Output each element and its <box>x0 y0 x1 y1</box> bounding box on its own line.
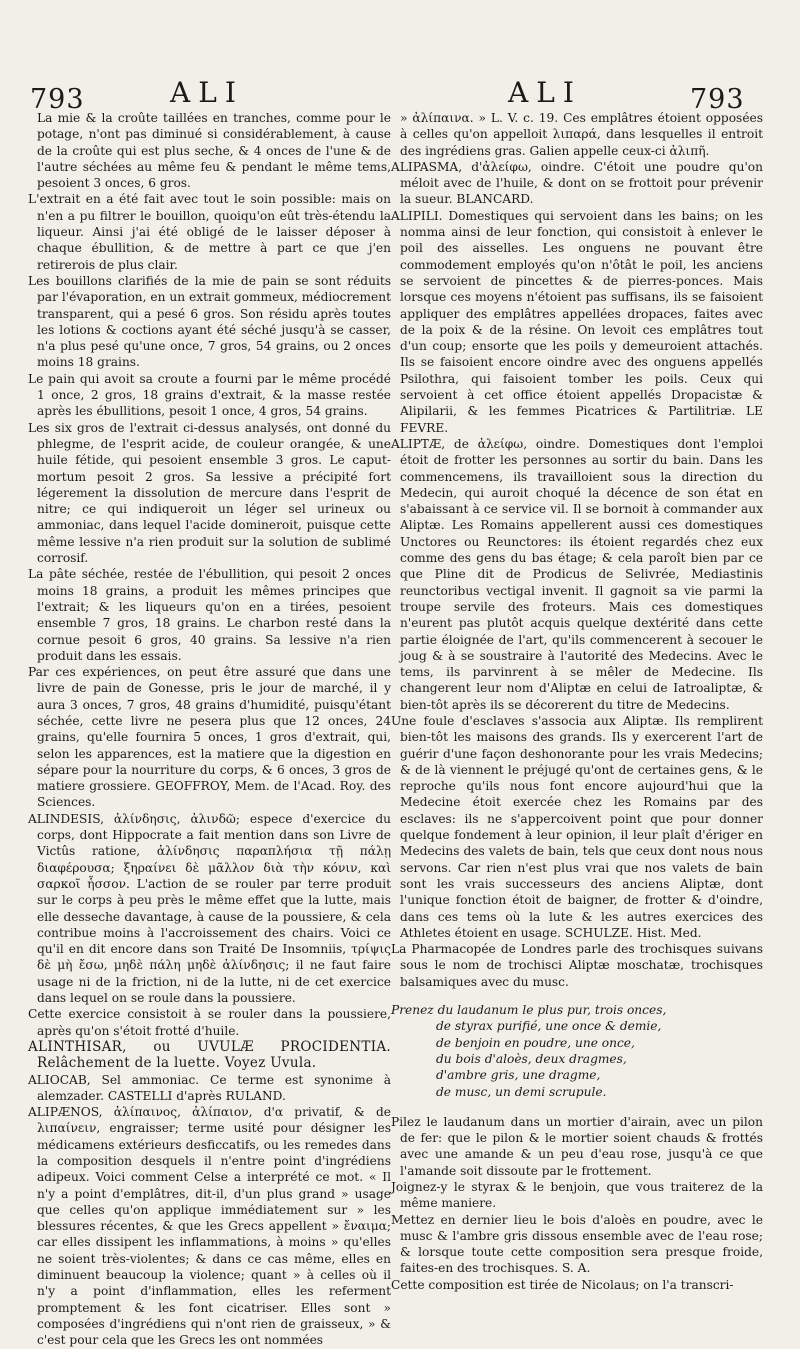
entry-alipili: ALIPILI. Domestiques qui servoient dans les bains; on les nomma ainsi de leur fonction, qui consistoit à enlever le poil des aisselles. Les onguens ne pouvant être commodement employés qu'on n'ôtât le poil, les anciens se servoient de pincettes & de pierres-ponces. Mais lorsque ces moyens n'étoient pas suffisans, ils se faisoient appliquer des emplâtres appellées dropaces, faites avec de la poix & de la résine. On levoit ces emplâtres tout d'un coup; ensorte que les poils y demeuroient attachés. Ils se faisoient encore oindre avec des onguens appellés Psilothra, qui faisoient tomber les poils. Ceux qui servoient à cet office étoient appellés Dropacistæ & Alipilarii, & les femmes Picatrices & Partilitriæ. LE FEVRE. <box>391 208 763 435</box>
entry-alindesis: ALINDESIS, ἀλίνδησις, ἀλινδῶ; espece d'exercice du corps, dont Hippocrate a fait mention dans son Livre de Victûs ratione, ἀλίνδησις παραπλήσια τῇ πάλῃ διαφέρουσα; ξηραίνει δὲ μᾶλλον διὰ τὴν κόνιν, καὶ σαρκοῖ ἧσσον. L'action de se rouler par terre produit sur le corps à peu près le même effet que la lutte, mais elle desseche davantage, à cause de la poussiere, & cela contribue moins à l'accroissement des chairs. Voici ce qu'il en dit encore dans son Traité De Insomniis, τρίψις δὲ μὴ ἔσω, μηδὲ πάλη μηδὲ ἀλίνδησις; il ne faut faire usage ni de la friction, ni de la lutte, ni de cet exercice dans lequel on se roule dans la poussiere. <box>28 811 391 1006</box>
entry-aliptae: ALIPTÆ, de ἀλείφω, oindre. Domestiques dont l'emploi étoit de frotter les personnes au sortir du bain. Dans les commencemens, ils travailloient sous la direction du Medecin, qui auroit choqué la décence de son état en s'abaissant à ce service vil. Il se bornoit à commander aux Aliptæ. Les Romains appellerent aussi ces domestiques Unctores ou Reunctores: ils étoient regardés chez eux comme des gens du bas étage; & cela paroît bien par ce que Pline dit de Prodicus de Selivrée, Mediastinis reunctoribus vectigal invenit. Il gagnoit sa vie parmi la troupe servile des froteurs. Mais ces domestiques n'eurent pas plutôt acquis quelque dextérité dans cette partie éloignée de l'art, qu'ils commencerent à secouer le joug & à se soustraire à l'autorité des Medecins. Avec le tems, ils parvinrent à se mêler de Medecine. Ils changerent leur nom d'Aliptæ en celui de Iatroaliptæ, & bien-tôt après ils se décorerent du titre de Medecins. <box>391 436 763 712</box>
page-number-right: 793 <box>690 84 745 115</box>
paragraph: Une foule d'esclaves s'associa aux Aliptæ. Ils remplirent bien-tôt les maisons des grands. Ils y exercerent l'art de guérir d'une façon deshonorante pour les vrais Medecins; & de là viennent le préjugé qu'ont de certaines gens, & le reproche qu'ils nous font encore aujourd'hui que la Medecine étoit exercée chez les Romains par des esclaves: ils ne s'appercoivent point que pour donner quelque fondement à leur opinion, il leur plaît d'ériger en Medecins des valets de bain, tels que ceux dont nous nous servons. Car rien n'est plus vrai que nos valets de bain sont les vrais successeurs des anciens Aliptæ, dont l'unique fonction étoit de baigner, de frotter & d'oindre, dans ces tems où la lute & les autres exercices des Athletes étoient en usage. SCHULZE. Hist. Med. <box>391 713 763 940</box>
recipe-line: de musc, un demi scrupule. <box>436 1084 607 1099</box>
page-number-left: 793 <box>30 84 85 115</box>
paragraph: Mettez en dernier lieu le bois d'aloès en poudre, avec le musc & l'ambre gris dissous ensemble avec de l'eau rose; & lorsque toute cette composition sera presque froide, faites-en des trochisques. S. A. <box>391 1212 763 1276</box>
paragraph: La Pharmacopée de Londres parle des trochisques suivans sous le nom de trochisci Aliptæ moschatæ, trochisques balsamiques avec du musc. <box>391 942 763 989</box>
recipe-line: du bois d'aloès, deux dragmes, <box>436 1051 627 1066</box>
left-text-column <box>28 110 391 1348</box>
paragraph: Les six gros de l'extrait ci-dessus analysés, ont donné du phlegme, de l'esprit acide, de couleur orangée, & une huile fétide, qui pesoient ensemble 3 gros. Le caput-mortum pesoit 2 gros. Sa lessive a précipité fort légerement la dissolution de mercure dans l'esprit de nitre; ce qui indiqueroit un léger sel urineux ou ammoniac, dans lequel l'acide domineroit, puisque cette même lessive n'a rien produit sur la solution de sublimé corrosif. <box>28 420 391 566</box>
paragraph: Pilez le laudanum dans un mortier d'airain, avec un pilon de fer: que le pilon & le mortier soient chauds & frottés avec une amande & un peu d'eau rose, jusqu'à ce que l'amande soit dissoute par le frottement. <box>391 1114 763 1178</box>
paragraph: Cette composition est tirée de Nicolaus; on l'a transcri- <box>391 1277 734 1292</box>
entry-aliocab: ALIOCAB, Sel ammoniac. Ce terme est synonime à alemzader. CASTELLI d'après RULAND. <box>28 1072 391 1103</box>
paragraph: La mie & la croûte taillées en tranches, comme pour le potage, n'ont pas diminué si considérablement, à cause de la croûte qui est plus seche, & 4 onces de l'une & de l'autre séchées au même feu & pendant le même tems, pesoient 3 onces, 6 gros. <box>37 111 391 191</box>
paragraph: » ἀλίπαινα. » L. V. c. 19. Ces emplâtres étoient opposées à celles qu'on appelloit λιπαρά, dans lesquelles il entroit des ingrédiens gras. Galien appelle ceux-ci ἀλιπῆ. <box>400 111 763 158</box>
paragraph: Les bouillons clarifiés de la mie de pain se sont réduits par l'évaporation, en un extrait gommeux, médiocrement transparent, qui a pesé 6 gros. Son résidu après toutes les lotions & coctions ayant été séché jusqu'à se casser, n'a plus pesé qu'une once, 7 gros, 54 grains, ou 2 onces moins 18 grains. <box>28 273 391 370</box>
paragraph: Le pain qui avoit sa croute a fourni par le même procédé 1 once, 2 gros, 18 grains d'extrait, & la masse restée après les ébullitions, pesoit 1 once, 4 gros, 54 grains. <box>28 371 391 419</box>
running-headword-right: ALI <box>508 76 582 109</box>
paragraph: L'extrait en a été fait avec tout le soin possible: mais on n'en a pu filtrer le bouillon, quoiqu'on eût très-étendu la liqueur. Ainsi j'ai été obligé de le laisser déposer à chaque ébullition, & de mettre à part ce que j'en retirerois de plus clair. <box>28 192 391 272</box>
entry-alipasma: ALIPASMA, d'ἀλείφω, oindre. C'étoit une poudre qu'on méloit avec de l'huile, & dont on se frottoit pour prévenir la sueur. BLANCARD. <box>391 159 763 207</box>
recipe-block <box>391 1002 763 1100</box>
paragraph: Par ces expériences, on peut être assuré que dans une livre de pain de Gonesse, pris le jour de marché, il y aura 3 onces, 7 gros, 48 grains d'humidité, puisqu'étant séchée, cette livre ne pesera plus que 12 onces, 24 grains, qu'elle fournira 5 onces, 1 gros d'extrait, qui, selon les apparences, est la matiere que la digestion en sépare pour la nourriture du corps, & 6 onces, 3 gros de matiere grossiere. GEOFFROY, Mem. de l'Acad. Roy. des Sciences. <box>28 665 391 810</box>
paragraph: Joignez-y le styrax & le benjoin, que vous traiterez de la même maniere. <box>391 1180 763 1211</box>
entry-alipaenos: ALIPÆNOS, ἀλίπαινος, ἀλίπαιον, d'α privatif, & de λιπαίνειν, engraisser; terme usité pour désigner les médicamens extérieurs desficcatifs, ou les remedes dans la composition desquels il n'entre point d'ingrédiens adipeux. Voici comment Celse a interprété ce mot. « Il n'y a point d'emplâtres, dit-il, d'un plus grand » usage que celles qu'on applique immédiatement sur » les blessures récentes, & que les Grecs appellent » ἔναιμα; car elles dissipent les inflammations, à moins » qu'elles ne soient très-violentes; & dans ce cas même, elles en diminuent beaucoup la violence; quant » à celles où il n'y a point d'inflammation, elles les referment promptement & les font cicatriser. Elles sont » composées d'ingrédiens qui n'ont rien de graisseux, » & c'est pour cela que les Grecs les ont nommées <box>28 1105 391 1348</box>
recipe-line: d'ambre gris, une dragme, <box>436 1068 601 1083</box>
recipe-line: de styrax purifié, une once & demie, <box>436 1019 662 1034</box>
running-headword-left: ALI <box>170 76 244 109</box>
recipe-line: Prenez du laudanum le plus pur, trois onces, <box>391 1003 667 1018</box>
right-text-column <box>391 110 763 1305</box>
paragraph: Cette exercice consistoit à se rouler dans la poussiere, après qu'on s'étoit frotté d'huile. <box>28 1007 391 1038</box>
recipe-line: de benjoin en poudre, une once, <box>436 1035 635 1050</box>
paragraph: La pâte séchée, restée de l'ébullition, qui pesoit 2 onces moins 18 grains, a produit les mêmes principes que l'extrait; & les liqueurs qu'on en a tirées, pesoient ensemble 7 gros, 18 grains. Le charbon resté dans la cornue pesoit 6 gros, 40 grains. Sa lessive n'a rien produit dans les essais. <box>28 567 391 663</box>
entry-alinthisar: ALINTHISAR, ou UVULÆ PROCIDENTIA. Relâchement de la luette. Voyez Uvula. <box>28 1038 391 1072</box>
